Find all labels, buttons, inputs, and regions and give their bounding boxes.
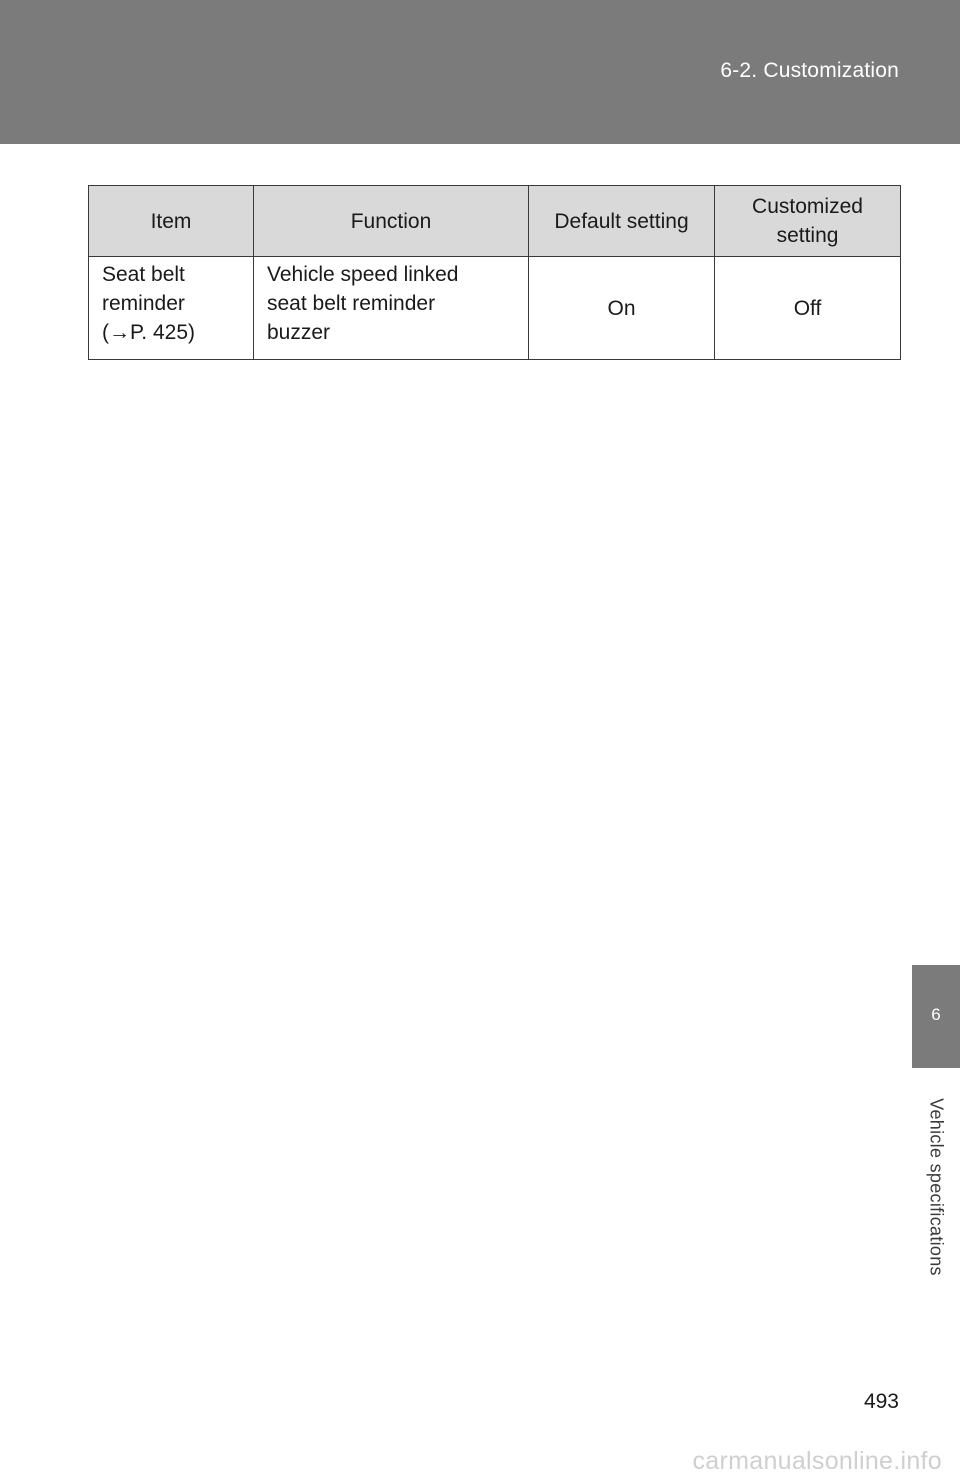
cell-function (254, 257, 529, 360)
chapter-number: 6 (931, 1005, 941, 1024)
function-line: seat belt reminder (267, 292, 436, 315)
table-row (89, 257, 901, 360)
chapter-tab (912, 965, 960, 1068)
chapter-label: Vehicle specifications (926, 1098, 947, 1276)
item-line: reminder (102, 292, 185, 315)
header-default-setting: Default setting (529, 186, 715, 257)
header-customized-line: setting (776, 224, 839, 247)
cell-customized-setting: Off (715, 257, 901, 360)
cell-default-setting: On (529, 257, 715, 360)
header-customized-line: Customized (752, 195, 863, 218)
function-line: Vehicle speed linked (267, 263, 459, 286)
table-header-row (89, 186, 901, 257)
customization-table (88, 185, 901, 360)
watermark: carmanualsonline.info (692, 1447, 942, 1475)
section-title: 6-2. Customization (720, 59, 899, 82)
page-number: 493 (863, 1390, 899, 1413)
item-page-reference: (→P. 425) (102, 321, 195, 344)
header-item: Item (89, 186, 254, 257)
header-function: Function (254, 186, 529, 257)
item-line: Seat belt (102, 263, 185, 286)
header-customized-setting (715, 186, 901, 257)
function-line: buzzer (267, 321, 331, 344)
header-band (0, 0, 960, 144)
cell-item (89, 257, 254, 360)
